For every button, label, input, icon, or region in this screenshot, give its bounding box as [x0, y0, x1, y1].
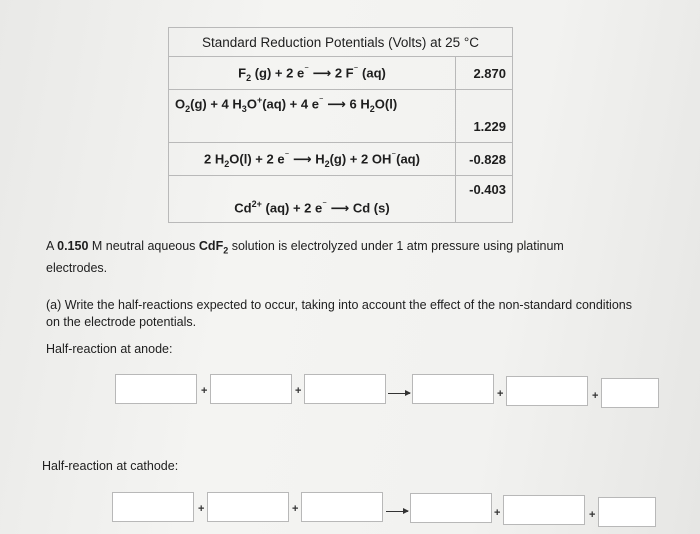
cathode-label: Half-reaction at cathode:: [42, 459, 179, 473]
eq-text: ⟶ 6 H: [323, 96, 370, 112]
eq-sub: 3: [241, 103, 247, 114]
eq-sup: 2+: [251, 198, 262, 209]
eq-text: (g) + 2 OH: [329, 150, 392, 166]
eq-text: O: [246, 96, 257, 112]
table-title: Standard Reduction Potentials (Volts) at 25 °C: [169, 28, 513, 57]
eq-sub: 2: [369, 103, 375, 114]
eq-text: ⟶ H: [289, 150, 325, 166]
anode-product-1-input[interactable]: [412, 374, 494, 404]
eq-sub: 2: [324, 158, 330, 169]
cathode-product-1-input[interactable]: [410, 493, 492, 523]
eq-sub: 2: [185, 103, 191, 114]
solute-formula: [198, 239, 229, 256]
potential-value: 2.870: [456, 57, 513, 90]
eq-sup: +: [256, 95, 263, 105]
reaction-arrow: [386, 511, 408, 512]
eq-text: (g) + 2 e: [251, 64, 305, 80]
table-header-row: [169, 28, 513, 57]
plus-operator: +: [295, 385, 302, 397]
cathode-reactant-3-input[interactable]: [301, 492, 383, 522]
potential-value: -0.403: [456, 176, 513, 223]
part-a-question: (a) Write the half-reactions expected to occur, taking into account the effect of the non-standard conditions on the electrode potentials.: [46, 298, 632, 329]
plus-operator: +: [201, 385, 208, 397]
table-row: [169, 90, 513, 143]
table-row: [169, 176, 513, 223]
plus-operator: +: [198, 503, 205, 515]
eq-text: (g) + 4 H: [190, 96, 242, 112]
eq-text: F: [238, 64, 247, 80]
anode-reactant-1-input[interactable]: [115, 374, 197, 404]
anode-reactant-3-input[interactable]: [304, 374, 386, 404]
plus-operator: +: [497, 388, 504, 400]
equation-cell: [169, 176, 456, 223]
solute-sub: 2: [223, 245, 229, 256]
cathode-product-2-input[interactable]: [503, 495, 585, 525]
eq-sup: ⁻: [318, 95, 324, 105]
plus-operator: +: [292, 503, 299, 515]
eq-text: (aq): [358, 64, 386, 80]
eq-sup: ⁻: [353, 63, 359, 74]
eq-sup: ⁻: [391, 149, 397, 160]
eq-text: O(l): [374, 96, 398, 112]
table-row: [169, 57, 513, 90]
equation-cell: [169, 143, 456, 176]
anode-product-2-input[interactable]: [506, 376, 588, 406]
reaction-arrow: [388, 393, 410, 394]
eq-text: Cd: [234, 200, 252, 215]
plus-operator: +: [589, 509, 596, 521]
problem-statement: [46, 238, 626, 277]
potential-value: -0.828: [456, 143, 513, 176]
eq-sup: ⁻: [304, 63, 309, 74]
eq-sup: ⁻: [284, 149, 290, 160]
eq-sub: 2: [246, 72, 252, 83]
cathode-reactant-2-input[interactable]: [207, 492, 289, 522]
equation-cell: [169, 90, 456, 143]
eq-text: O(l) + 2 e: [229, 150, 285, 166]
plus-operator: +: [592, 390, 599, 402]
eq-text: 2 H: [204, 150, 225, 166]
problem-text: solution is electrolyzed under 1 atm pressure using platinum electrodes.: [46, 239, 564, 275]
cathode-product-3-input[interactable]: [598, 497, 656, 527]
anode-product-3-input[interactable]: [601, 378, 659, 408]
anode-reactant-2-input[interactable]: [210, 374, 292, 404]
cathode-reactant-1-input[interactable]: [112, 492, 194, 522]
eq-text: (aq) + 2 e: [261, 200, 323, 215]
eq-text: (aq): [396, 150, 420, 166]
eq-text: (aq) + 4 e: [262, 96, 319, 112]
eq-text: ⟶ 2 F: [308, 64, 354, 80]
eq-sub: 2: [224, 158, 230, 169]
problem-text: M neutral aqueous: [88, 239, 199, 253]
concentration-value: 0.150: [57, 239, 89, 253]
plus-operator: +: [494, 507, 501, 519]
equation-cell: [169, 57, 456, 90]
eq-text: O: [175, 96, 186, 112]
eq-text: ⟶ Cd (s): [327, 200, 390, 215]
eq-sup: ⁻: [322, 198, 327, 209]
solute-main: CdF: [198, 239, 224, 253]
anode-label: Half-reaction at anode:: [46, 342, 173, 356]
potential-value: 1.229: [456, 90, 513, 143]
reduction-potentials-table: [168, 27, 513, 223]
problem-text: A: [46, 239, 58, 253]
table-row: [169, 143, 513, 176]
